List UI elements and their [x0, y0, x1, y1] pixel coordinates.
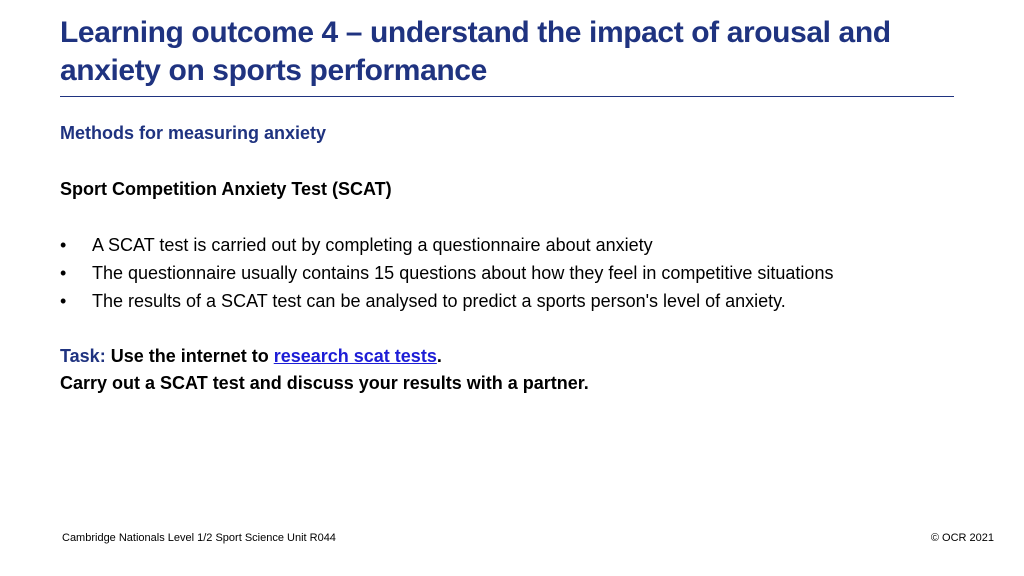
bullet-text: The results of a SCAT test can be analysed to predict a sports person's level of anxiety.	[92, 291, 786, 311]
task-label: Task:	[60, 346, 106, 366]
bullet-text: A SCAT test is carried out by completing a questionnaire about anxiety	[92, 235, 653, 255]
bullet-list	[60, 231, 833, 315]
task-line	[60, 343, 442, 369]
bullet-icon: •	[60, 235, 67, 255]
bullet-item	[60, 259, 833, 287]
footer-course-label: Cambridge Nationals Level 1/2 Sport Science Unit R044	[62, 532, 336, 544]
title-divider	[60, 96, 954, 97]
task-text-after-link: .	[436, 346, 442, 366]
bullet-icon: •	[60, 263, 67, 283]
bullet-icon: •	[60, 291, 67, 311]
bullet-item	[60, 231, 833, 259]
research-link[interactable]: research scat tests	[273, 346, 437, 366]
footer-copyright: © OCR 2021	[930, 532, 994, 544]
task-instruction: Carry out a SCAT test and discuss your results with a partner.	[60, 373, 589, 393]
bullet-item	[60, 287, 833, 315]
subheading: Methods for measuring anxiety	[60, 123, 327, 143]
section-heading: Sport Competition Anxiety Test (SCAT)	[60, 179, 392, 199]
slide-title: Learning outcome 4 – understand the impact of arousal and anxiety on sports performance	[60, 16, 891, 87]
task-text-before-link: Use the internet to	[105, 346, 274, 366]
bullet-text: The questionnaire usually contains 15 questions about how they feel in competitive situations	[92, 263, 834, 283]
